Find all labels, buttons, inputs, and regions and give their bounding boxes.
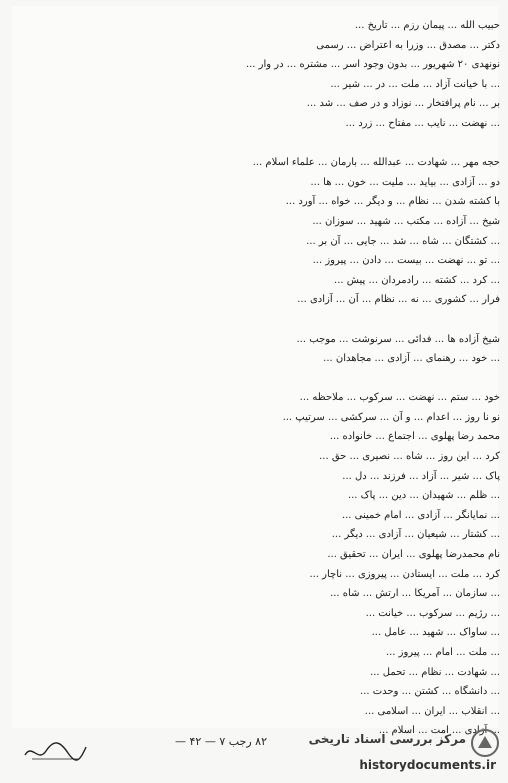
document-line: ... ملت ... امام ... پیروز ... [385,647,500,658]
watermark [300,728,500,778]
document-line: کرد ... ملت ... ایستادن ... پیروزی ... ناچار ... [309,568,500,580]
document-line: دکتر ... مصدق ... وزرا به اعتراض ... رسمی [316,39,500,51]
document-line: با کشته شدن ... نظام ... و دیگر ... خواه ... آورد ... [285,196,500,208]
archive-logo-icon [470,728,500,758]
document-line: کرد ... این روز ... شاه ... نصیری ... حق ... [319,451,500,463]
document-line [32,369,500,389]
document-line: خود ... ستم ... نهضت ... سرکوب ... ملاحظه ... [299,392,500,404]
handwritten-signature [20,735,90,765]
document-line: ... کشتار ... شیعیان ... آزادی ... دیگر ... [331,529,500,541]
document-sheet [12,6,500,737]
document-line [32,134,500,154]
document-line: حجه مهر ... شهادت ... عبدالله ... بارمان ... علماء اسلام ... [252,157,500,169]
document-line: ... شهادت ... نظام ... تحمل ... [370,666,500,678]
document-line: ... دانشگاه ... کشتن ... وحدت ... [360,686,500,698]
document-line: ... خود ... رهنمای ... آزادی ... مجاهدان ... [323,353,500,365]
document-line: فرار ... کشوری ... نه ... نظام ... آن ... آزادی ... [297,294,500,306]
document-line: ... نهضت ... نایب ... مفتاح ... زرد ... [345,117,500,129]
document-line [32,310,500,330]
document-line: ... ساواک ... شهید ... عامل ... [371,627,500,639]
document-line: پاک ... شیر ... آزاد ... فرزند ... دل ... [342,470,500,482]
document-line: محمد رضا پهلوی ... اجتماع ... خانواده ... [329,431,500,443]
document-line: ... آزادی ... امت ... اسلام ... [378,725,500,737]
document-line: ... ظلم ... شهیدان ... دین ... پاک ... [347,490,500,502]
watermark-title: مرکز بررسی اسناد تاریخی [308,732,466,746]
document-line: نام محمدرضا پهلوی ... ایران ... تحقیق ... [327,549,500,561]
document-line: ... با خیانت آزاد ... ملت ... در ... شیر ... [330,78,500,90]
document-line: ... کشتگان ... شاه ... شد ... جایی ... آن بر ... [306,235,500,247]
document-line: ... کرد ... کشته ... رادمردان ... پیش ... [334,274,500,286]
document-body [32,16,500,741]
watermark-url: historydocuments.ir [359,758,496,772]
document-line: ... سازمان ... آمریکا ... ارتش ... شاه ... [330,588,500,600]
document-line: حبیب الله ... پیمان رزم ... تاریخ ... [354,20,500,31]
document-line: شیخ ... آزاده ... مکتب ... شهید ... سوزان ... [312,215,500,227]
document-line: نونهدی ۲۰ شهریور ... بدون وجود اسر ... مشتره ... در وار ... [245,59,500,71]
document-line: دو ... آزادی ... بیاید ... ملیت ... خون ... ها ... [310,176,500,188]
document-line: ... تو ... نهضت ... بیست ... دادن ... پیروز ... [312,255,500,267]
document-line: ... انقلاب ... ایران ... اسلامی ... [364,705,500,717]
document-line: نو نا روز ... اعدام ... و آن ... سرکشی ... سرتیپ ... [282,411,500,423]
document-line: ... نمایانگر ... آزادی ... امام خمینی ... [341,509,500,521]
document-line: بر ... نام پرافتخار ... نوزاد و در صف ... شد ... [306,98,500,110]
document-date: ۸۲ رجب ۷ — ۴۲ — [175,735,267,748]
document-line: شیخ آزاده ها ... فدائی ... سرنوشت ... موجب ... [296,333,500,345]
document-line: ... رژیم ... سرکوب ... خیانت ... [365,607,500,619]
